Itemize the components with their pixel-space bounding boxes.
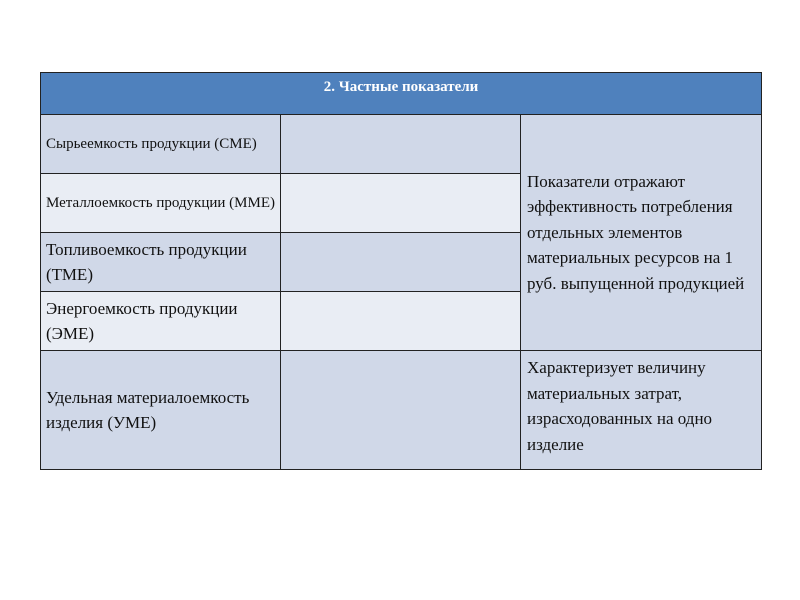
row-name: Энергоемкость продукции (ЭМЕ) [41,292,281,351]
group-note: Показатели отражают эффективность потребления отдельных элементов материальных ресурсов на 1 руб. выпущенной продукцией [521,115,762,351]
table-row [41,115,762,174]
row-value [281,174,521,233]
row-name: Удельная материалоемкость изделия (УМЕ) [41,351,281,470]
indicators-table [40,72,762,470]
row-value [281,292,521,351]
table-header-row [41,73,762,115]
row-name: Сырьеемкость продукции (СМЕ) [41,115,281,174]
last-note: Характеризует величину материальных затрат, израсходованных на одно изделие [521,351,762,470]
table-header: 2. Частные показатели [41,73,762,115]
row-value [281,115,521,174]
row-value [281,233,521,292]
row-name: Топливоемкость продукции (ТМЕ) [41,233,281,292]
row-value [281,351,521,470]
row-name: Металлоемкость продукции (ММЕ) [41,174,281,233]
table-row [41,351,762,470]
